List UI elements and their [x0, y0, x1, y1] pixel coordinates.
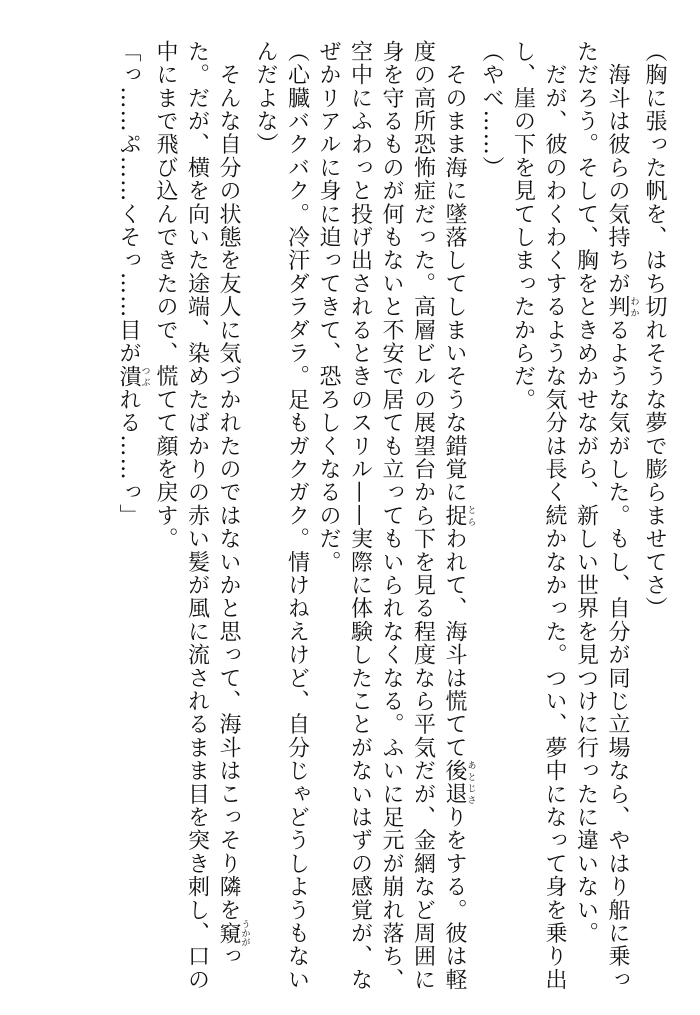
ruby-annotated-word: [216, 919, 250, 947]
ruby-annotated-word: [605, 295, 639, 319]
text-run: （やべ……）: [479, 40, 504, 180]
ruby-reading: とら: [465, 504, 476, 528]
text-run: りをする。彼は軽度の高所恐怖症だった。高層ビルの展望台から下を見る程度なら平気だが、金網など周囲に身を守るものが何もないと不安で居ても立ってもいられなくなる。ふいに足元が崩れ落ち、空中にふわっと投げ出されるときのスリル——実際に体験したことがないはずの感覚が、なぜかリアルに身に迫ってきて、恐ろしくなるのだ。: [316, 40, 467, 992]
ruby-reading: わか: [628, 295, 639, 319]
ruby-reading: つぶ: [139, 364, 150, 389]
ruby-annotated-word: [116, 364, 150, 389]
text-run: 海斗は彼らの気持ちが: [605, 40, 630, 296]
paragraph: [250, 40, 313, 1000]
ruby-base: 窺: [216, 919, 241, 947]
paragraph: [639, 40, 671, 1000]
ruby-base: 捉: [442, 504, 467, 528]
paragraph: [313, 40, 476, 1000]
ruby-base: 後退: [442, 759, 467, 806]
paragraph: [476, 40, 508, 1000]
text-run: （心臓バクバク。冷汗ダラダラ。足もガクガク。情けねえけど、自分じゃどうしようもないんだよな）: [253, 40, 310, 992]
text-run: （胸に張った帆を、はち切れそうな夢で膨らませてさ）: [642, 40, 667, 620]
text-run: 「っ……ぷ……くそっ……目が: [116, 40, 141, 365]
paragraph: [507, 40, 570, 1000]
text-run: そんな自分の状態を友人に気づかれたのではないかと思って、海斗はこっそり隣を: [216, 40, 241, 922]
text-run: われて、海斗は慌てて: [442, 527, 467, 760]
ruby-base: 判: [605, 295, 630, 319]
paragraph: [150, 40, 250, 1000]
paragraph: [113, 40, 150, 1000]
text-run: そのまま海に墜落してしまいそうな錯覚に: [442, 40, 467, 504]
ruby-annotated-word: [442, 759, 476, 806]
text-run: るような気がした。もし、自分が同じ立場なら、やはり船に乗っただろう。そして、胸をときめかせながら、新しい世界を見つけに行ったに違いない。: [573, 40, 630, 992]
ruby-base: 潰: [116, 364, 141, 389]
text-run: った。だが、横を向いた途端、染めたばかりの赤い髪が風に流されるまま目を突き刺し、口の中にまで飛び込んできたので、慌てて顔を戻す。: [153, 40, 241, 992]
ruby-reading: うかが: [239, 919, 250, 947]
text-run: だが、彼のわくわくするような気分は長く続かなかった。つい、夢中になって身を乗り出し、崖の下を見てしまったからだ。: [510, 40, 567, 992]
paragraph: [570, 40, 639, 1000]
ruby-reading: あとじさ: [465, 759, 476, 806]
vertical-text-body: [113, 40, 671, 1000]
text-run: れる……っ」: [116, 388, 141, 528]
ruby-annotated-word: [442, 504, 476, 528]
